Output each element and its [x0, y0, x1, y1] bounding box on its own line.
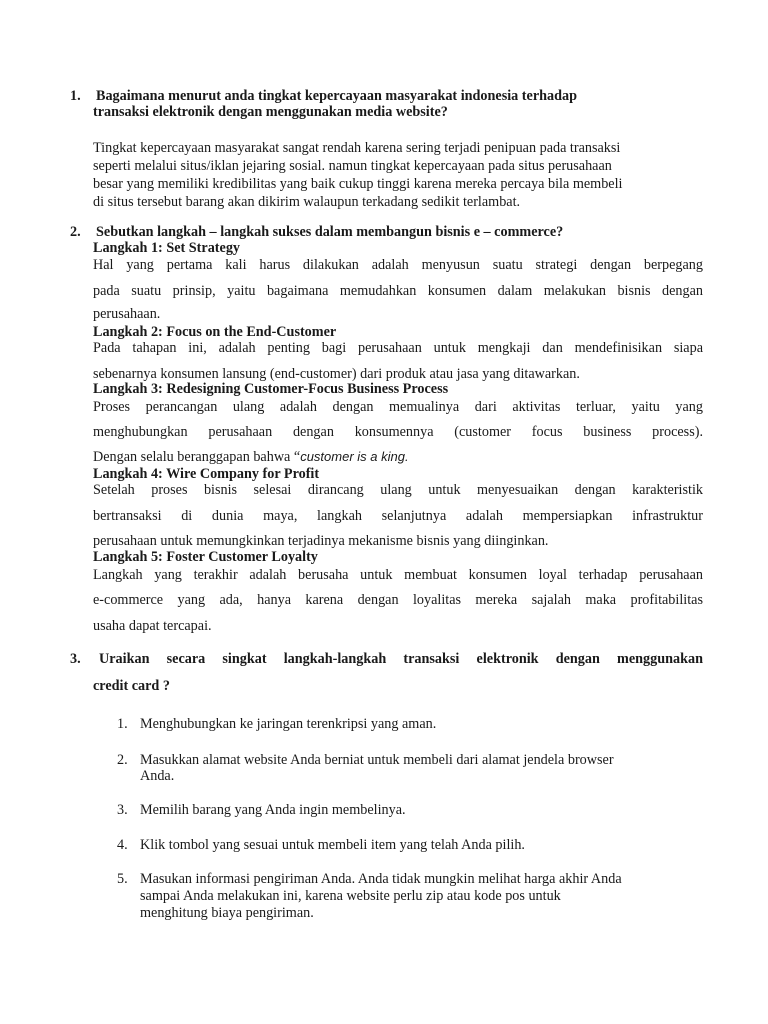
- question-heading: Uraikan secara singkat langkah-langkah transaksi elektronik dengan menggunakan: [99, 651, 703, 667]
- step-line: e-commerce yang ada, hanya karena dengan loyalitas mereka sajalah maka profitabilitas: [93, 592, 703, 608]
- list-item-line: Anda.: [140, 768, 175, 784]
- answer-line: Tingkat kepercayaan masyarakat sangat rendah karena sering terjadi penipuan pada transaksi: [93, 140, 621, 156]
- step-title: Langkah 2: Focus on the End-Customer: [93, 324, 337, 340]
- step-line: Hal yang pertama kali harus dilakukan adalah menyusun suatu strategi dengan berpegang: [93, 257, 703, 273]
- step-line: Langkah yang terakhir adalah berusaha untuk membuat konsumen loyal terhadap perusahaan: [93, 567, 703, 583]
- question-number: 1.: [70, 88, 81, 104]
- answer-line: besar yang memiliki kredibilitas yang baik cukup tinggi karena mereka percaya bila membeli: [93, 176, 623, 192]
- step-line: perusahaan.: [93, 306, 161, 322]
- step-line: Dengan selalu beranggapan bahwa “customer is a king.: [93, 449, 409, 465]
- question-number: 3.: [70, 651, 81, 667]
- answer-line: seperti melalui situs/iklan jejaring sosial. namun tingkat kepercayaan pada situs perusahaan: [93, 158, 612, 174]
- step-line: Pada tahapan ini, adalah penting bagi perusahaan untuk mengkaji dan mendefinisikan siapa: [93, 340, 703, 356]
- answer-line: di situs tersebut barang akan dikirim walaupun terkadang sedikit terlambat.: [93, 194, 521, 210]
- list-item-line: sampai Anda melakukan ini, karena website perlu zip atau kode pos untuk: [140, 888, 561, 904]
- step-line: Proses perancangan ulang adalah dengan memualinya dari aktivitas terluar, yaitu yang: [93, 399, 703, 415]
- list-item-line: Klik tombol yang sesuai untuk membeli item yang telah Anda pilih.: [140, 837, 525, 853]
- question-number: 2.: [70, 224, 81, 240]
- step-title: Langkah 4: Wire Company for Profit: [93, 466, 320, 482]
- question-heading: Bagaimana menurut anda tingkat kepercayaan masyarakat indonesia terhadap: [96, 88, 577, 104]
- list-item-line: Memilih barang yang Anda ingin membelinya.: [140, 802, 406, 818]
- step-line: perusahaan untuk memungkinkan terjadinya mekanisme bisnis yang diinginkan.: [93, 533, 549, 549]
- step-title: Langkah 1: Set Strategy: [93, 240, 241, 256]
- italic-quote: customer is a king.: [300, 449, 409, 464]
- question-heading: transaksi elektronik dengan menggunakan media website?: [93, 104, 448, 120]
- step-title: Langkah 5: Foster Customer Loyalty: [93, 549, 318, 565]
- list-number: 2.: [117, 752, 128, 768]
- step-title: Langkah 3: Redesigning Customer-Focus Business Process: [93, 381, 449, 397]
- step-line: bertransaksi di dunia maya, langkah selanjutnya adalah mempersiapkan infrastruktur: [93, 508, 703, 524]
- step-line: menghubungkan perusahaan dengan konsumennya (customer focus business process).: [93, 424, 703, 440]
- step-line: sebenarnya konsumen lansung (end-customer) dari produk atau jasa yang ditawarkan.: [93, 366, 580, 382]
- list-item-line: menghitung biaya pengiriman.: [140, 905, 314, 921]
- list-number: 3.: [117, 802, 128, 818]
- list-number: 5.: [117, 871, 128, 887]
- list-item-line: Masukkan alamat website Anda berniat untuk membeli dari alamat jendela browser: [140, 752, 614, 768]
- list-number: 1.: [117, 716, 128, 732]
- list-item-line: Masukan informasi pengiriman Anda. Anda tidak mungkin melihat harga akhir Anda: [140, 871, 622, 887]
- question-heading: Sebutkan langkah – langkah sukses dalam membangun bisnis e – commerce?: [96, 224, 564, 240]
- question-heading: credit card ?: [93, 678, 170, 694]
- step-line: usaha dapat tercapai.: [93, 618, 212, 634]
- step-line: Setelah proses bisnis selesai dirancang ulang untuk menyesuaikan dengan karakteristik: [93, 482, 703, 498]
- list-item-line: Menghubungkan ke jaringan terenkripsi yang aman.: [140, 716, 437, 732]
- step-line: pada suatu prinsip, yaitu bagaimana memudahkan konsumen dalam melakukan bisnis dengan: [93, 283, 703, 299]
- list-number: 4.: [117, 837, 128, 853]
